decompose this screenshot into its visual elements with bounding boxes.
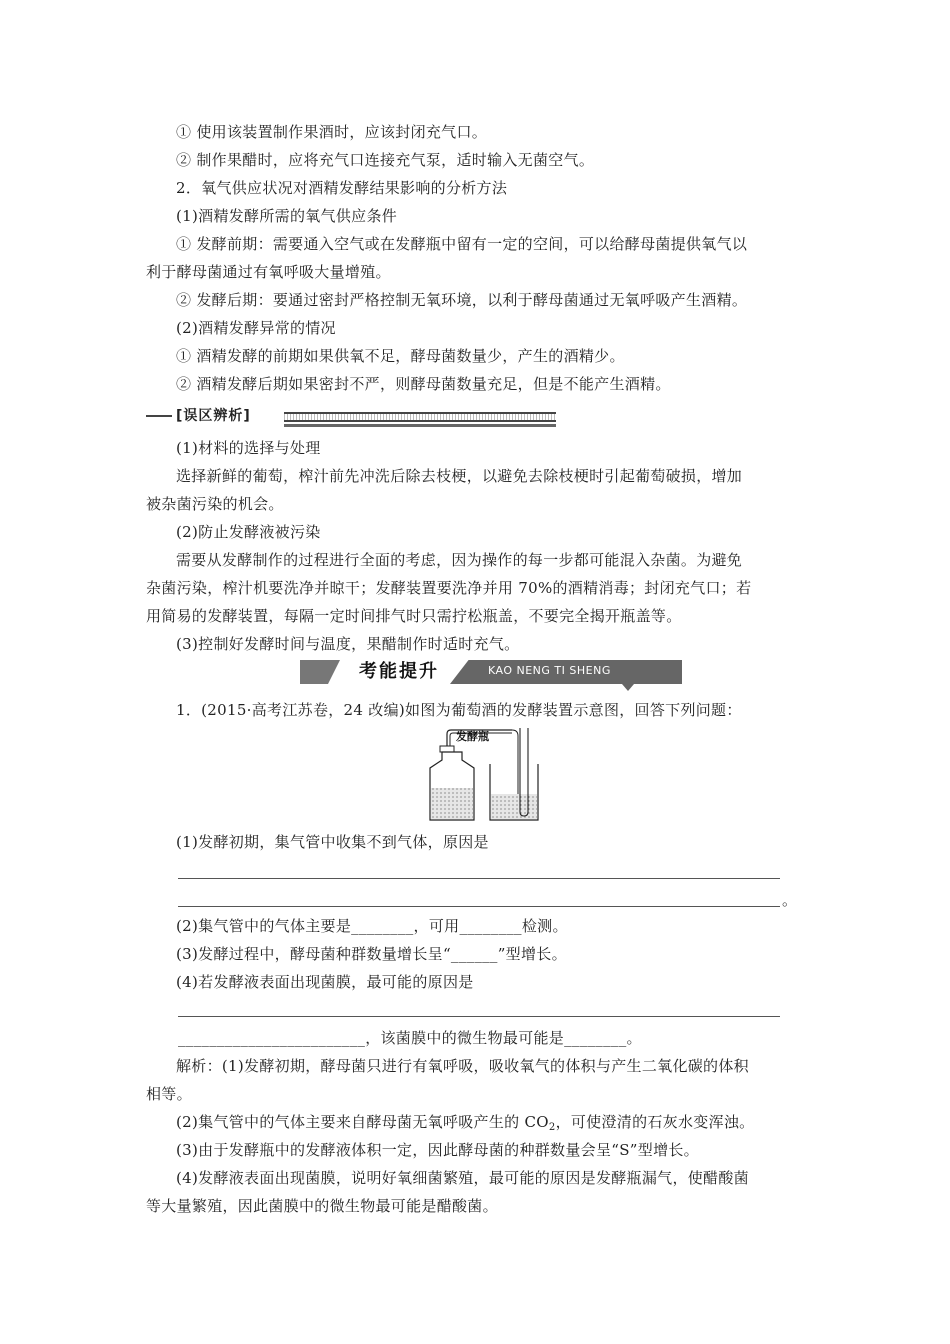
analysis-text: (2)集气管中的气体主要来自酵母菌无氧呼吸产生的 CO — [176, 1113, 549, 1131]
text-line: ① 使用该装置制作果酒时，应该封闭充气口。 — [176, 123, 488, 141]
analysis-text: ，可使澄清的石灰水变浑浊。 — [555, 1113, 755, 1131]
heading-decoration — [284, 424, 556, 427]
text-line: ② 酒精发酵后期如果密封不严，则酵母菌数量充足，但是不能产生酒精。 — [176, 375, 671, 393]
answer-blank-line — [178, 1016, 780, 1017]
text-line: 被杂菌污染的机会。 — [146, 495, 284, 513]
text-line: ② 制作果醋时，应将充气口连接充气泵，适时输入无菌空气。 — [176, 151, 595, 169]
label-gas-tube — [502, 724, 535, 725]
text-line: (1)酒精发酵所需的氧气供应条件 — [176, 207, 398, 225]
question-part: (2)集气管中的气体主要是________，可用________检测。 — [176, 917, 568, 935]
analysis-line — [176, 1112, 836, 1138]
analysis-line: (4)发酵液表面出现菌膜，说明好氧细菌繁殖，最可能的原因是发酵瓶漏气，使醋酸菌 — [176, 1169, 749, 1187]
question-part: (1)发酵初期，集气管中收集不到气体，原因是 — [176, 833, 489, 851]
text-line: 需要从发酵制作的过程进行全面的考虑，因为操作的每一步都可能混入杂菌。为避免 — [176, 551, 743, 569]
heading-decoration — [284, 412, 556, 422]
text-line: ① 发酵前期：需要通入空气或在发酵瓶中留有一定的空间，可以给酵母菌提供氧气以 — [176, 235, 748, 253]
text-line: (1)材料的选择与处理 — [176, 439, 321, 457]
subscript: 2 — [548, 1122, 556, 1133]
question-part: (3)发酵过程中，酵母菌种群数量增长呈“______”型增长。 — [176, 945, 567, 963]
analysis-line: 相等。 — [146, 1085, 192, 1103]
banner-pointer-icon — [622, 684, 634, 691]
text-line: ① 酒精发酵的前期如果供氧不足，酵母菌数量少，产生的酒精少。 — [176, 347, 625, 365]
misconception-heading — [146, 403, 556, 429]
heading-rule — [146, 415, 172, 417]
label-bottle: 发酵瓶 — [456, 730, 489, 743]
text-line: ② 发酵后期：要通过密封严格控制无氧环境，以利于酵母菌通过无氧呼吸产生酒精。 — [176, 291, 748, 309]
text-line: (2)防止发酵液被污染 — [176, 523, 321, 541]
text-line: 选择新鲜的葡萄，榨汁前先冲洗后除去枝梗，以避免去除枝梗时引起葡萄破损，增加 — [176, 467, 743, 485]
question-stem: 1．(2015·高考江苏卷，24 改编)如图为葡萄酒的发酵装置示意图，回答下列问题： — [176, 701, 742, 719]
analysis-line: (3)由于发酵瓶中的发酵液体积一定，因此酵母菌的种群数量会呈“S”型增长。 — [176, 1141, 699, 1159]
text-line: (3)控制好发酵时间与温度，果醋制作时适时充气。 — [176, 635, 520, 653]
bottle-cap — [440, 746, 454, 752]
banner-title: 考能提升 — [359, 661, 439, 682]
answer-blank-line — [178, 906, 780, 907]
text-line: 用简易的发酵装置，每隔一定时间排气时只需拧松瓶盖，不要完全揭开瓶盖等。 — [146, 607, 682, 625]
text-line: 2．氧气供应状况对酒精发酵结果影响的分析方法 — [176, 179, 508, 197]
section-banner — [300, 660, 682, 692]
misconception-heading-label: [误区辨析] — [176, 408, 251, 424]
question-part: ________________________，该菌膜中的微生物最可能是________。 — [178, 1029, 642, 1047]
analysis-line: 解析：(1)发酵初期，酵母菌只进行有氧呼吸，吸收氧气的体积与产生二氧化碳的体积 — [176, 1057, 749, 1075]
analysis-line: 等大量繁殖，因此菌膜中的微生物最可能是醋酸菌。 — [146, 1197, 498, 1215]
text-line: (2)酒精发酵异常的情况 — [176, 319, 336, 337]
question-part: (4)若发酵液表面出现菌膜，最可能的原因是 — [176, 973, 474, 991]
fermentation-apparatus-figure — [412, 724, 542, 824]
period: 。 — [782, 891, 798, 909]
banner-decoration — [300, 660, 340, 684]
text-line: 杂菌污染，榨汁机要洗净并晾干；发酵装置要洗净并用 70%的酒精消毒；封闭充气口；若 — [146, 579, 752, 597]
beaker-water-texture — [491, 794, 537, 819]
banner-subtitle: KAO NENG TI SHENG — [488, 664, 611, 677]
answer-blank-line — [178, 878, 780, 879]
text-line: 利于酵母菌通过有氧呼吸大量增殖。 — [146, 263, 391, 281]
bottle-liquid-texture — [431, 788, 473, 819]
